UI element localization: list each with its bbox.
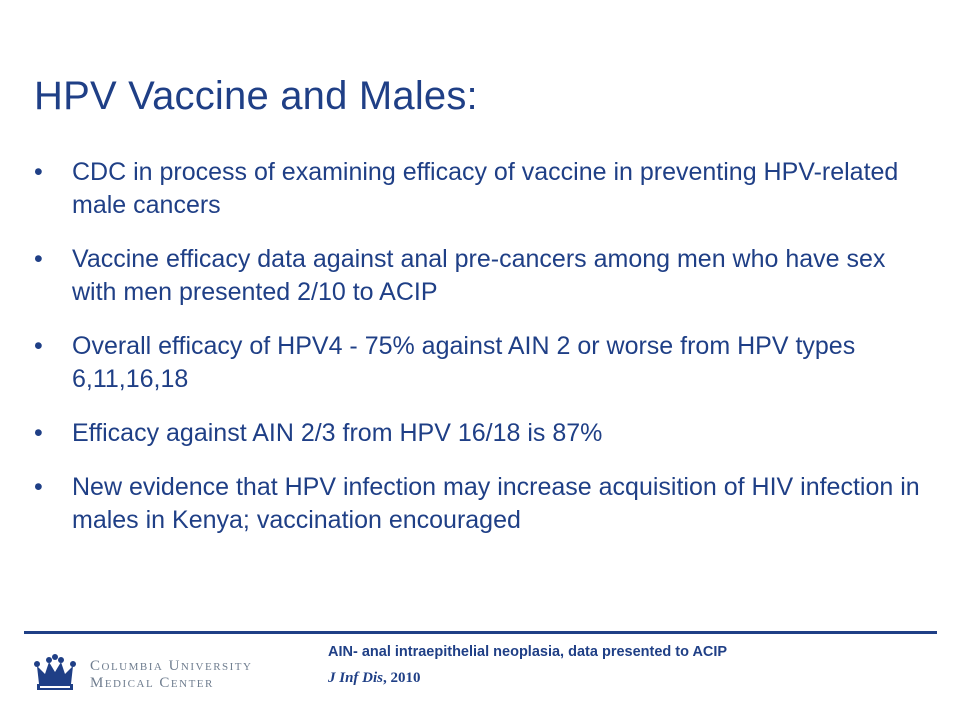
bullet-item [34,330,924,396]
bullet-marker: • [34,245,43,273]
bullet-item [34,243,924,309]
logo-wordmark [90,658,252,692]
bullet-marker: • [34,332,43,360]
abbreviation-note: AIN- anal intraepithelial neoplasia, data presented to ACIP [328,644,728,660]
bullet-text: Efficacy against AIN 2/3 from HPV 16/18 is 87% [72,419,603,447]
bullet-item [34,471,924,537]
bullet-text: Overall efficacy of HPV4 - 75% against AIN 2 or worse from HPV types 6,11,16,18 [72,332,856,393]
logo-line-2: Medical Center [90,675,214,691]
slide-title: HPV Vaccine and Males: [34,74,478,118]
citation-journal: J Inf Dis [328,670,384,686]
bullet-item [34,417,924,450]
bullet-text: Vaccine efficacy data against anal pre-cancers among men who have sex with men presented 2/10 to ACIP [72,245,886,306]
bullet-list [34,156,924,558]
logo-line-1: Columbia University [90,658,253,674]
bullet-marker: • [34,473,43,501]
citation-year: , 2010 [383,670,421,686]
footer-divider [24,631,937,634]
bullet-text: CDC in process of examining efficacy of vaccine in preventing HPV-related male cancers [72,158,899,219]
columbia-logo [34,654,264,694]
crown-icon [34,654,76,694]
bullet-marker: • [34,158,43,186]
citation [328,670,421,687]
bullet-marker: • [34,419,43,447]
bullet-item [34,156,924,222]
bullet-text: New evidence that HPV infection may increase acquisition of HIV infection in males in Kenya; vaccination encouraged [72,473,920,534]
